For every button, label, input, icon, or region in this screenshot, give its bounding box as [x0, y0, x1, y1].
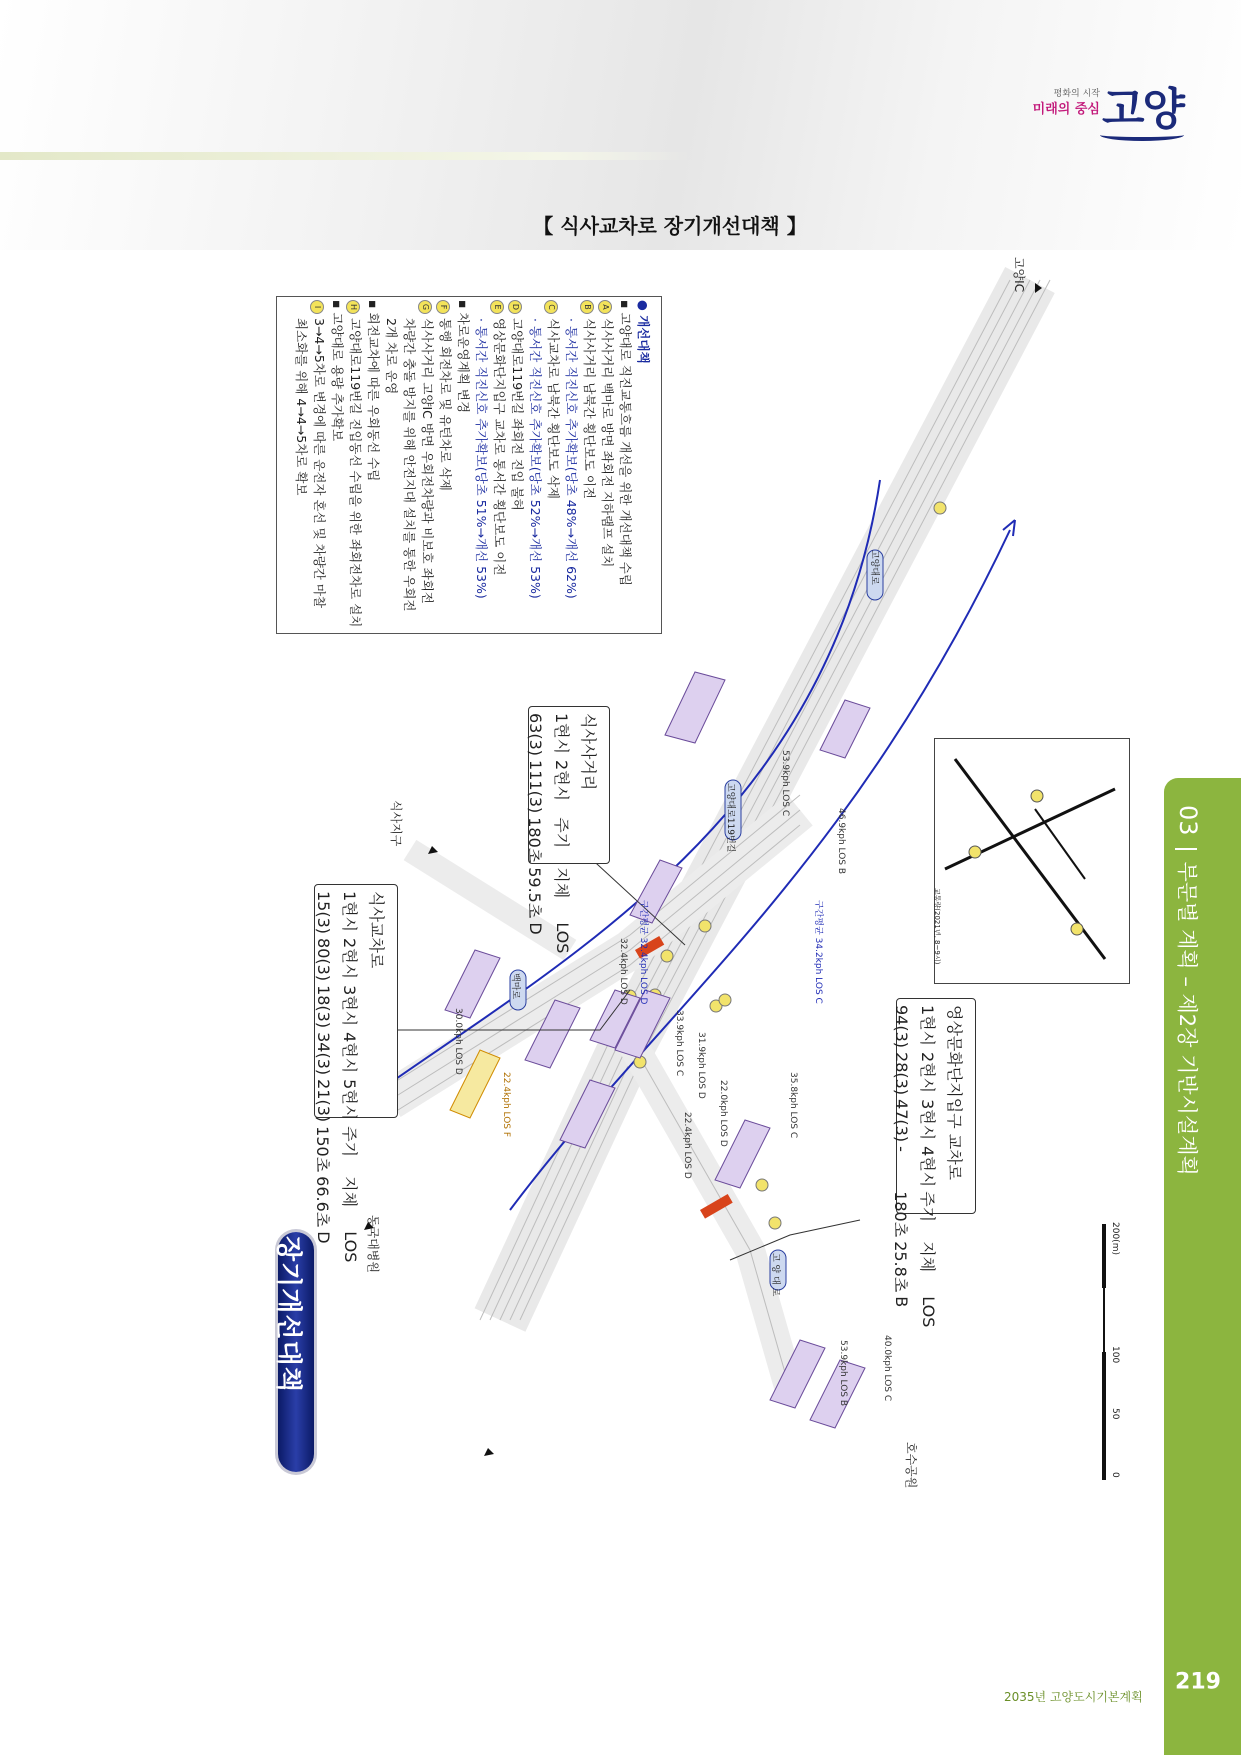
footer-plan-name: 2035년 고양도시기본계획	[1004, 1690, 1143, 1704]
marker-a	[699, 920, 711, 932]
scale-tick-100: 100	[1110, 1346, 1120, 1364]
table-header: 5현시	[340, 1079, 359, 1121]
legend-marker-icon: F	[436, 300, 450, 314]
inset-marker-b	[1031, 790, 1043, 802]
table-header: 주기	[340, 1126, 359, 1158]
page-number: 219	[1175, 1669, 1221, 1695]
table-header: LOS	[919, 1296, 938, 1328]
table-title: 영상문화단지입구 교차로	[945, 1005, 964, 1181]
legend-line-text: 식사사거리 백마로 방면 좌회전 지하램프 설치	[600, 318, 615, 568]
legend-marker-icon: I	[310, 300, 324, 314]
speed-label-4: 53.9kph LOS C	[780, 750, 790, 817]
table-header: 1현시	[552, 713, 571, 755]
table-cell: D	[526, 922, 545, 935]
siksa-crossroad-grid	[521, 710, 604, 956]
legend-content	[292, 300, 652, 627]
table-header: 지체	[918, 1241, 937, 1273]
speed-label-7: 22.4kph LOS F	[501, 1072, 511, 1138]
table-cell: B	[892, 1296, 911, 1308]
speed-label-6: 30.0kph LOS D	[453, 1008, 463, 1075]
label-road-mid: 고 양 대 로	[770, 1253, 780, 1297]
logo-slogan	[1030, 85, 1100, 118]
legend-line-text: 고양대로119번길 진입동선 수립을 위한 좌회전차로 설치	[348, 318, 363, 628]
legend-line	[346, 300, 364, 627]
table-cell: 63(3)	[526, 713, 545, 757]
legend-line: · 통서간 직진신호 추가확보(당초 48%→개선 62%)	[564, 318, 579, 599]
legend-marker-icon: E	[490, 300, 504, 314]
header-rule	[0, 152, 690, 160]
legend-line	[508, 300, 526, 627]
table-cell: 18(3)	[314, 985, 333, 1029]
table-cell: 34(3)	[314, 1032, 333, 1076]
legend-line-text: 고양대로119번길 좌회전 진입 불허	[510, 318, 525, 511]
legend-line: ▪ 회전교차에 따른 우회동선 수립	[366, 300, 381, 482]
speed-label-13: 53.9kph LOS B	[838, 1340, 848, 1407]
legend-line: 2개 차로 운영	[384, 318, 399, 395]
chapter-heading	[1173, 805, 1203, 1176]
legend-line	[580, 300, 598, 627]
legend-line-text: 식사사거리 남북간 횡단보도 이전	[582, 318, 597, 499]
marker-j	[934, 502, 946, 514]
marker-i	[769, 1217, 781, 1229]
label-siksa-district: 식사지구	[389, 800, 403, 847]
legend-marker-icon: H	[346, 300, 360, 314]
marker-g	[719, 994, 731, 1006]
legend-line-text: 영상문화단지입구 교차로 통서간 횡단보도 이전	[492, 318, 507, 576]
legend-line: ▪ 차로운영계획 변경	[456, 300, 471, 414]
label-dongguk-hospital: 동국대병원	[366, 1215, 380, 1273]
table-cell: 111(3)	[526, 760, 545, 814]
table-header: LOS	[341, 1231, 360, 1263]
slogan-line2: 미래의 중심	[1032, 102, 1100, 117]
table-header: 주기	[918, 1191, 937, 1223]
speed-label-3: 구간평균 34.2kph LOS C	[813, 900, 823, 1004]
table-cell: 21(3)	[314, 1079, 333, 1123]
legend-line	[490, 300, 508, 627]
table-header: 2현시	[340, 938, 359, 980]
table-header: 3현시	[340, 985, 359, 1027]
table-cell: 180초	[891, 1191, 910, 1238]
legend-line-text: 3→4→5차로 변경에 따른 운전자 혼선 및 차량간 마찰	[312, 318, 327, 608]
table-header: 지체	[552, 867, 571, 899]
legend-marker-icon: D	[508, 300, 522, 314]
legend-line: ▪ 고양대로 직진교통흐름 개선을 위한 개선대책 수립	[618, 300, 633, 586]
legend-marker-icon: A	[598, 300, 612, 314]
legend-line	[598, 300, 616, 627]
speed-label-10: 22.0kph LOS D	[718, 1080, 728, 1147]
inset-marker-c	[1071, 923, 1083, 935]
legend-line	[544, 300, 562, 627]
legend-line-text: 식사교차로 남북간 횡단보도 삭제	[546, 318, 561, 499]
speed-label-1: 구간평균 32.4kph LOS D	[638, 900, 648, 1005]
legend-line	[436, 300, 454, 627]
chapter-divider	[1175, 848, 1197, 850]
table-cell: -	[892, 1146, 911, 1152]
scale-tick-50: 50	[1110, 1408, 1120, 1420]
inset-caption: 교통량(2021년, 8~9시)	[933, 888, 941, 965]
legend-line	[310, 300, 328, 627]
label-goyang-ic: 고양IC	[1012, 257, 1026, 293]
document-title: 【 식사교차로 장기개선대책 】	[533, 214, 807, 238]
legend-line: ▪ 고양대로 용량 추가확보	[330, 300, 345, 442]
chapter-title: 부문별 계획 – 제2장 기반시설계획	[1175, 861, 1199, 1176]
inset-road-3	[1035, 809, 1085, 879]
logo-swoosh	[1100, 129, 1184, 141]
table-title: 식사교차로	[367, 891, 386, 969]
table-cell: 94(3)	[892, 1005, 911, 1049]
goyang-logo	[1030, 55, 1190, 135]
table-header: 2현시	[918, 1052, 937, 1094]
table-cell: D	[314, 1231, 333, 1244]
table-cell: 59.5초	[525, 867, 544, 919]
chapter-number: 03	[1174, 805, 1202, 836]
table-siksa-intersection-content	[309, 888, 392, 1265]
speed-label-2: 32.4kph LOS D	[618, 938, 628, 1005]
scale-tick-200: 200(m)	[1110, 1222, 1120, 1255]
label-goyang-daero-119: 고양대로119번길	[725, 783, 735, 853]
legend-line-text: 식사사거리 고양IC 방면 우회전차량과 비보호 좌회전	[420, 318, 435, 604]
legend-line: · 통서간 직진신호 추가확보(당초 52%→개선 53%)	[528, 318, 543, 599]
table-cell: 28(3)	[892, 1052, 911, 1096]
table-cell: 150초	[313, 1126, 332, 1173]
table-header: 3현시	[918, 1099, 937, 1141]
marker-h	[756, 1179, 768, 1191]
inset-diagram	[935, 739, 1129, 983]
legend-line	[418, 300, 436, 627]
legend-line: 최소화를 위해 4→4→5차로 확보	[294, 318, 309, 496]
table-cell: 25.8초	[891, 1241, 910, 1293]
slogan-line1: 평화의 시작	[1053, 89, 1100, 99]
inset-marker-a	[969, 846, 981, 858]
table-header: 4현시	[340, 1032, 359, 1074]
table-cell: 180초	[525, 817, 544, 864]
section-title: 장기개선대책	[273, 1236, 303, 1393]
table-header: 4현시	[918, 1146, 937, 1188]
speed-label-9: 31.9kph LOS D	[696, 1032, 706, 1099]
table-title: 식사사거리	[579, 713, 598, 791]
logo-mark: 고양	[1102, 84, 1184, 135]
table-siksa-crossroad-content	[521, 710, 604, 956]
table-cell: 66.6초	[313, 1176, 332, 1228]
table-header: 1현시	[340, 891, 359, 933]
table-header: 주기	[552, 817, 571, 849]
speed-label-8: 33.9kph LOS C	[674, 1010, 684, 1077]
label-goyang-daero: 고양대로	[869, 550, 879, 585]
marker-b	[661, 950, 673, 962]
legend-line-text: 통행 회전차로 및 유턴차로 삭제	[438, 318, 453, 491]
legend-marker-icon: B	[580, 300, 594, 314]
table-cell: 80(3)	[314, 938, 333, 982]
legend-marker-icon: C	[544, 300, 558, 314]
media-complex-grid	[887, 1002, 970, 1330]
speed-label-14: 40.0kph LOS C	[882, 1335, 892, 1402]
label-lake-park: 호수공원	[904, 1442, 918, 1489]
table-header: 1현시	[918, 1005, 937, 1047]
table-media-complex-content	[887, 1002, 970, 1330]
speed-label-11: 22.4kph LOS D	[682, 1112, 692, 1179]
table-cell: 47(3)	[892, 1099, 911, 1143]
legend-heading: ● 개선대책	[636, 300, 651, 364]
arrow-lake-park	[484, 1448, 494, 1456]
legend-line: · 통서간 직진신호 추가확보(당초 51%→개선 53%)	[474, 318, 489, 599]
scale-tick-0: 0	[1110, 1472, 1120, 1478]
table-cell: 15(3)	[314, 891, 333, 935]
label-baekma-ro: 백마로	[510, 973, 520, 1000]
speed-label-12: 35.8kph LOS C	[788, 1072, 798, 1139]
table-header: 2현시	[552, 760, 571, 802]
siksa-intersection-grid	[309, 888, 392, 1265]
speed-label-5: 46.9kph LOS B	[836, 808, 846, 875]
legend-marker-icon: G	[418, 300, 432, 314]
table-header: LOS	[553, 922, 572, 954]
legend-line: 차량간 충돌 방지를 위해 안전지대 설치를 통한 우회전	[402, 318, 417, 612]
table-header: 지체	[340, 1176, 359, 1208]
traffic-volume-inset	[934, 738, 1130, 984]
